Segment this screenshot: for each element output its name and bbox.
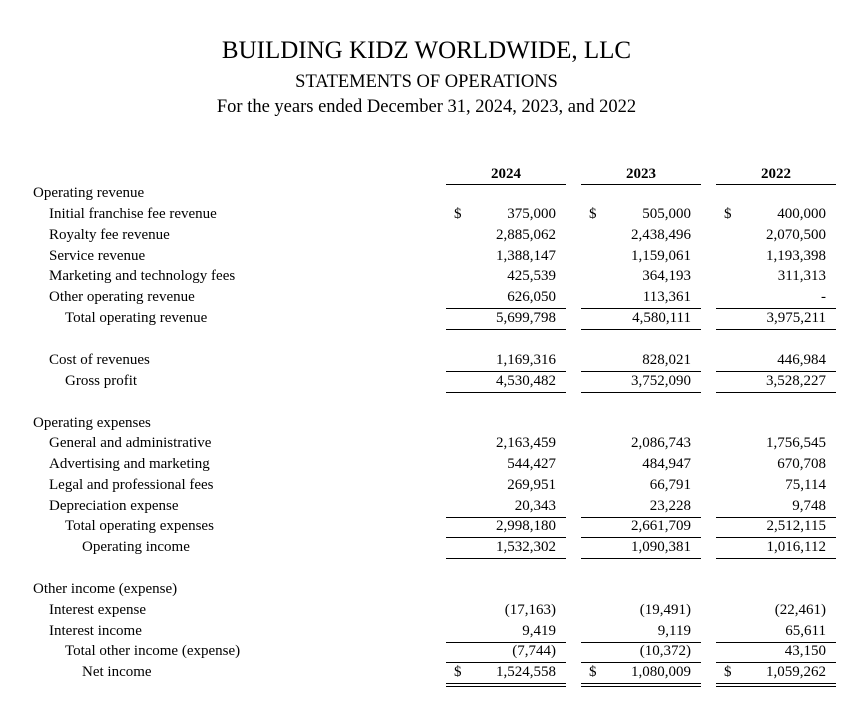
cell-value: 2,438,496 — [631, 227, 691, 243]
cell-value: 1,193,398 — [766, 248, 826, 264]
cell-value: 113,361 — [642, 289, 691, 305]
cell-value: 5,699,798 — [496, 310, 556, 326]
row-label: Net income — [82, 664, 152, 680]
cell-value: 66,791 — [649, 477, 691, 493]
cell-value: 1,532,302 — [496, 539, 556, 555]
statement-title: STATEMENTS OF OPERATIONS — [295, 72, 558, 92]
cell-value: 311,313 — [777, 268, 826, 284]
cell-value: 20,343 — [514, 498, 556, 514]
cell-value: 9,419 — [522, 623, 556, 639]
currency-symbol: $ — [454, 206, 462, 222]
double-underline-rule — [581, 683, 701, 687]
cell-value: 505,000 — [642, 206, 691, 222]
row-label: Cost of revenues — [49, 352, 150, 368]
row-label: Marketing and technology fees — [49, 268, 236, 284]
cell-value: 4,530,482 — [496, 373, 556, 389]
cell-value: 1,080,009 — [631, 664, 691, 680]
cell-value: (19,491) — [639, 602, 691, 618]
cell-value: 364,193 — [642, 268, 691, 284]
cell-value: 484,947 — [642, 456, 691, 472]
cell-value: 446,984 — [777, 352, 826, 368]
cell-value: (22,461) — [774, 602, 826, 618]
cell-value: 9,748 — [792, 498, 826, 514]
row-label: Total other income (expense) — [65, 643, 241, 659]
currency-symbol: $ — [724, 664, 732, 680]
underline-rule — [446, 329, 566, 330]
cell-value: 23,228 — [649, 498, 691, 514]
underline-rule — [716, 392, 836, 393]
cell-value: 2,086,743 — [631, 435, 691, 451]
cell-value: 1,169,316 — [496, 352, 556, 368]
row-label: Advertising and marketing — [49, 456, 210, 472]
cell-value: 65,611 — [785, 623, 826, 639]
cell-value: 1,756,545 — [766, 435, 826, 451]
row-label: Royalty fee revenue — [49, 227, 170, 243]
underline-rule — [581, 558, 701, 559]
row-label: Legal and professional fees — [49, 477, 214, 493]
cell-value: 2,163,459 — [496, 435, 556, 451]
underline-rule — [446, 392, 566, 393]
company-name: BUILDING KIDZ WORLDWIDE, LLC — [221, 37, 632, 64]
cell-value: 1,090,381 — [631, 539, 691, 555]
cell-value: 2,070,500 — [766, 227, 826, 243]
cell-value: (10,372) — [639, 643, 691, 659]
cell-value: 544,427 — [507, 456, 556, 472]
row-label: Operating expenses — [33, 415, 151, 431]
row-label: General and administrative — [49, 435, 212, 451]
cell-value: 3,752,090 — [631, 373, 691, 389]
cell-value: (17,163) — [504, 602, 556, 618]
underline-rule — [716, 558, 836, 559]
underline-rule — [581, 329, 701, 330]
currency-symbol: $ — [724, 206, 732, 222]
row-label: Operating income — [82, 539, 190, 555]
underline-rule — [716, 329, 836, 330]
row-label: Interest income — [49, 623, 142, 639]
row-label: Service revenue — [49, 248, 146, 264]
underline-rule — [446, 558, 566, 559]
cell-value: 269,951 — [507, 477, 556, 493]
cell-value: 1,159,061 — [631, 248, 691, 264]
currency-symbol: $ — [589, 206, 597, 222]
cell-value: 1,524,558 — [496, 664, 556, 680]
row-label: Depreciation expense — [49, 498, 179, 514]
cell-value: 425,539 — [507, 268, 556, 284]
cell-value: 400,000 — [777, 206, 826, 222]
row-label: Other operating revenue — [49, 289, 195, 305]
column-header-2022: 2022 — [716, 164, 836, 185]
cell-value: 2,998,180 — [496, 518, 556, 534]
row-label: Operating revenue — [33, 185, 145, 201]
row-label: Other income (expense) — [33, 581, 178, 597]
cell-value: 828,021 — [642, 352, 691, 368]
cell-value: 2,512,115 — [766, 518, 826, 534]
cell-value: 375,000 — [507, 206, 556, 222]
cell-value: 626,050 — [507, 289, 556, 305]
currency-symbol: $ — [589, 664, 597, 680]
cell-value: 43,150 — [784, 643, 826, 659]
column-header-2023: 2023 — [581, 164, 701, 185]
column-header-2024: 2024 — [446, 164, 566, 185]
cell-value: 3,975,211 — [766, 310, 826, 326]
cell-value: 670,708 — [777, 456, 826, 472]
cell-value: 2,661,709 — [631, 518, 691, 534]
cell-value: 1,016,112 — [766, 539, 826, 555]
cell-value: 2,885,062 — [496, 227, 556, 243]
underline-rule — [581, 392, 701, 393]
double-underline-rule — [716, 683, 836, 687]
double-underline-rule — [446, 683, 566, 687]
cell-value: 3,528,227 — [766, 373, 826, 389]
row-label: Gross profit — [65, 373, 138, 389]
cell-value: 1,388,147 — [496, 248, 556, 264]
cell-value: 9,119 — [657, 623, 691, 639]
cell-value: - — [821, 289, 826, 305]
cell-value: 1,059,262 — [766, 664, 826, 680]
cell-value: 75,114 — [785, 477, 826, 493]
cell-value: (7,744) — [512, 643, 556, 659]
cell-value: 4,580,111 — [632, 310, 691, 326]
currency-symbol: $ — [454, 664, 462, 680]
row-label: Total operating revenue — [65, 310, 208, 326]
row-label: Interest expense — [49, 602, 147, 618]
statement-period: For the years ended December 31, 2024, 2023, and 2022 — [216, 97, 637, 117]
row-label: Initial franchise fee revenue — [49, 206, 217, 222]
row-label: Total operating expenses — [65, 518, 214, 534]
